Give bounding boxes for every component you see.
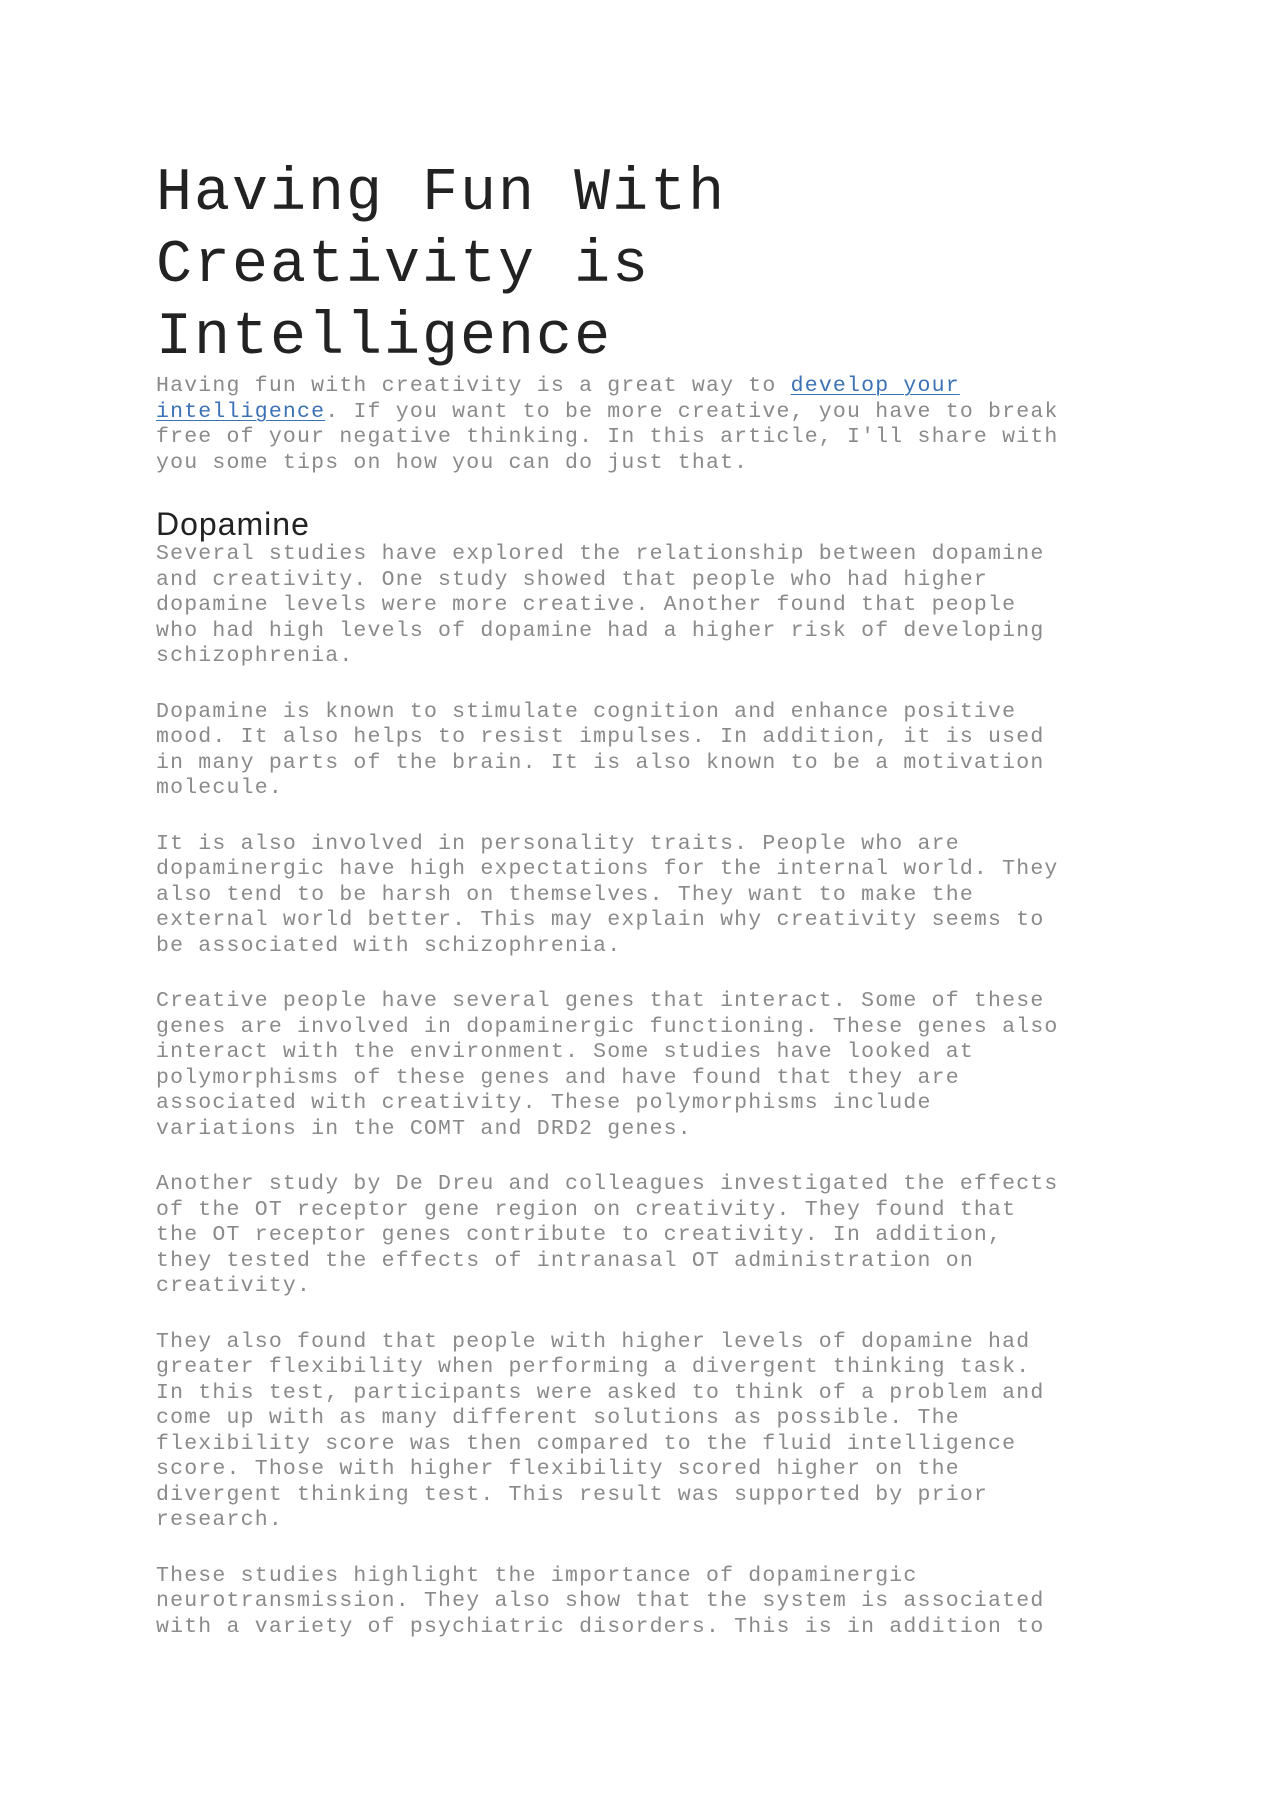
paragraph: They also found that people with higher levels of dopamine had greater flexibility when performing a divergent thinking task. In this test, participants were asked to think of a problem and come up with as many different solutions as possible. The flexibility score was then compared to the fluid intelligence score. Those with higher flexibility scored higher on the divergent thinking test. This result was supported by prior research. xyxy=(156,1329,1045,1532)
intro-paragraph xyxy=(156,374,1146,476)
paragraph: Another study by De Dreu and colleagues investigated the effects of the OT receptor gene region on creativity. They found that the OT receptor genes contribute to creativity. In addition, they tested the effects of intranasal OT administration on creativity. xyxy=(156,1172,1059,1298)
paragraph: It is also involved in personality traits. People who are dopaminergic have high expectations for the internal world. They also tend to be harsh on themselves. They want to make the external world better. This may explain why creativity seems to be associated with schizophrenia. xyxy=(156,831,1059,958)
paragraph: Several studies have explored the relationship between dopamine and creativity. One study showed that people who had higher dopamine levels were more creative. Another found that people who had high levels of dopamine had a higher risk of developing schizophrenia. xyxy=(156,542,1045,668)
intro-lead: Having fun with creativity is a great way to xyxy=(156,374,791,398)
paragraph: Dopamine is known to stimulate cognition and enhance positive mood. It also helps to resist impulses. In addition, it is used in many parts of the brain. It is also known to be a motivation molecule. xyxy=(156,699,1045,800)
article-title: Having Fun With Creativity is Intelligence xyxy=(156,160,727,372)
paragraph: These studies highlight the importance of dopaminergic neurotransmission. They also show that the system is associated with a variety of psychiatric disorders. This is in addition to xyxy=(156,1563,1045,1639)
intro-rest: . If you want to be more creative, you have to break free of your negative thinking. In this article, I'll share with you some tips on how you can do just that. xyxy=(156,399,1059,475)
section-heading-dopamine: Dopamine xyxy=(156,506,310,542)
paragraph: Creative people have several genes that interact. Some of these genes are involved in dopaminergic functioning. These genes also interact with the environment. Some studies have looked at polymorphisms of these genes and have found that they are associated with creativity. These polymorphisms include variations in the COMT and DRD2 genes. xyxy=(156,989,1059,1141)
develop-intelligence-link[interactable]: develop your intelligence xyxy=(156,374,960,424)
article xyxy=(156,158,1146,1640)
